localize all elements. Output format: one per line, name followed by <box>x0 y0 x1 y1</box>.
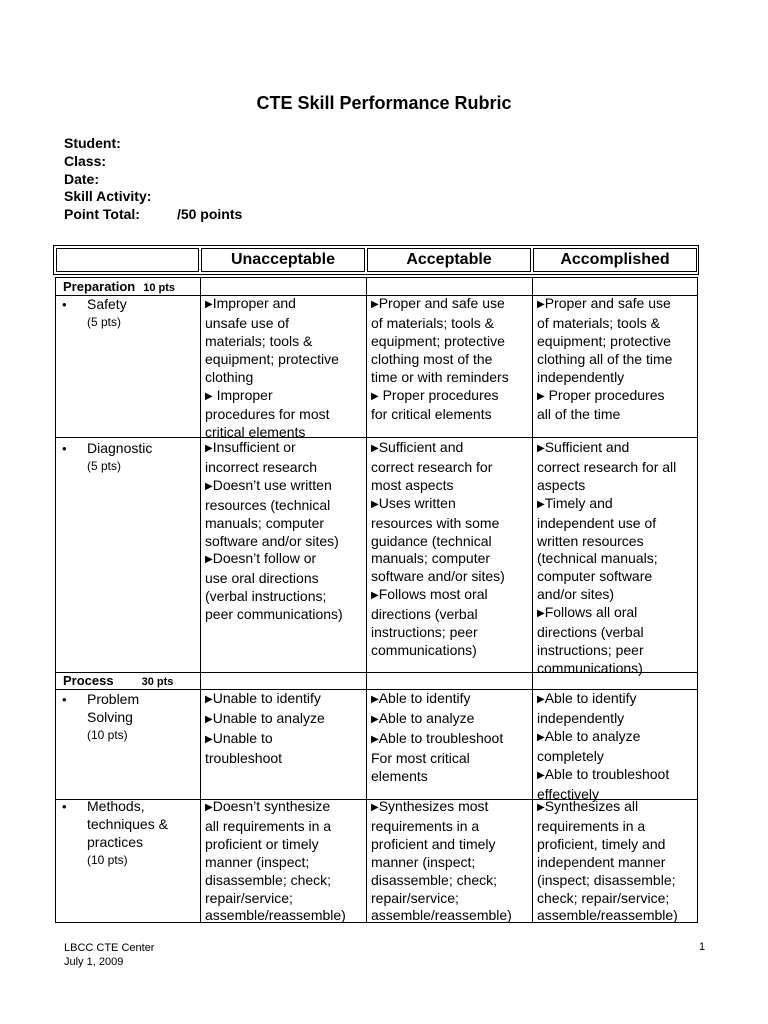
rubric-cell-text: communications) <box>371 641 477 658</box>
rubric-cell-line <box>205 854 362 872</box>
criterion-problem-solving <box>62 691 140 743</box>
rubric-cell-line <box>537 836 694 854</box>
rubric-cell-line <box>371 798 528 818</box>
row-divider <box>56 437 698 438</box>
rubric-cell-text: clothing most of the <box>371 350 493 367</box>
rubric-cell-text: manuals; computer <box>371 550 491 567</box>
arrow-bullet-icon: ▶ <box>371 802 379 813</box>
rubric-cell-text: resources with some <box>371 514 500 531</box>
criterion-name: techniques & <box>87 815 168 832</box>
rubric-cell-line <box>205 369 362 387</box>
arrow-bullet-icon: ▶ <box>205 443 213 454</box>
rubric-cell-line <box>205 459 362 477</box>
rubric-cell-line <box>371 477 528 495</box>
rubric-cell-text: equipment; protective <box>371 332 505 349</box>
arrow-bullet-icon: ▶ <box>371 498 379 510</box>
rubric-cell-text: Able to troubleshoot <box>544 765 670 782</box>
rubric-cell-line <box>205 907 362 925</box>
rubric-cell-line <box>537 333 694 351</box>
arrow-bullet-icon: ▶ <box>537 731 545 743</box>
rubric-cell-text: Timely and <box>544 494 613 511</box>
arrow-bullet-icon: ▶ <box>537 443 545 454</box>
rubric-cell-line <box>205 836 362 854</box>
rubric-cell-text: equipment; protective <box>205 350 339 367</box>
rubric-cell-text: of materials; tools & <box>371 314 494 331</box>
rubric-cell-diagnostic-acceptable <box>367 439 532 660</box>
rubric-cell-line <box>537 710 694 728</box>
rubric-cell-line <box>371 550 528 568</box>
rubric-cell-line <box>205 890 362 908</box>
rubric-cell-text: assemble/reassemble) <box>205 907 346 924</box>
rubric-cell-text: Able to analyze <box>378 709 475 726</box>
criterion-methods <box>62 798 168 868</box>
rubric-cell-line <box>537 818 694 836</box>
rubric-cell-line <box>537 550 694 568</box>
criterion-points: (5 pts) <box>87 458 122 473</box>
rubric-cell-line <box>205 515 362 533</box>
rubric-cell-line <box>537 854 694 872</box>
rubric-cell-line <box>205 798 362 818</box>
rubric-cell-text: elements <box>371 767 428 784</box>
rubric-cell-text: computer software <box>537 568 653 585</box>
rubric-cell-line <box>537 477 694 495</box>
section-label: Process <box>63 673 114 688</box>
rubric-cell-text: repair/service; <box>371 889 459 906</box>
rubric-cell-line <box>537 369 694 387</box>
page-number: 1 <box>699 941 706 953</box>
rubric-cell-text: Doesn’t follow or <box>212 550 317 567</box>
arrow-bullet-icon: ▶ <box>537 608 545 620</box>
rubric-cell-line <box>205 315 362 333</box>
rubric-cell-text: Doesn’t use written <box>212 476 332 493</box>
rubric-cell-text: directions (verbal <box>371 606 478 623</box>
rubric-cell-line <box>205 606 362 624</box>
criterion-name: practices <box>87 833 144 850</box>
rubric-cell-line <box>537 533 694 551</box>
rubric-cell-text: Improper <box>212 386 273 403</box>
rubric-cell-line <box>537 748 694 766</box>
rubric-cell-text: proficient, timely and <box>537 835 666 852</box>
rubric-cell-text: For most critical <box>371 749 470 766</box>
rubric-cell-text: Uses written <box>378 494 456 511</box>
rubric-cell-line <box>371 351 528 369</box>
rubric-cell-text: clothing <box>205 368 254 385</box>
rubric-cell-text: requirements in a <box>537 817 646 834</box>
rubric-cell-line <box>537 495 694 515</box>
rubric-cell-line <box>371 624 528 642</box>
header-acceptable: Acceptable <box>367 248 531 272</box>
rubric-cell-line <box>371 872 528 890</box>
criterion-points: (10 pts) <box>87 727 128 742</box>
rubric-cell-diagnostic-unacceptable <box>201 439 366 624</box>
arrow-bullet-icon: ▶ <box>371 733 379 745</box>
rubric-cell-line <box>371 818 528 836</box>
document-title: CTE Skill Performance Rubric <box>256 93 512 113</box>
rubric-cell-text: Unable to analyze <box>212 709 325 726</box>
rubric-cell-safety-unacceptable <box>201 295 366 442</box>
rubric-cell-line <box>537 515 694 533</box>
rubric-cell-text: peer communications) <box>205 606 343 623</box>
rubric-cell-text: troubleshoot <box>205 749 283 766</box>
rubric-cell-line <box>205 477 362 497</box>
rubric-cell-line <box>205 588 362 606</box>
rubric-cell-text: software and/or sites) <box>205 532 339 549</box>
rubric-cell-text: time or with reminders <box>371 368 509 385</box>
rubric-cell-line <box>537 890 694 908</box>
rubric-cell-line <box>371 642 528 660</box>
rubric-cell-line <box>371 890 528 908</box>
rubric-cell-line <box>537 642 694 660</box>
arrow-bullet-icon: ▶ <box>205 480 213 492</box>
rubric-cell-text: of materials; tools & <box>537 314 660 331</box>
rubric-cell-text: critical elements <box>205 424 306 441</box>
rubric-cell-problem-solving-acceptable <box>367 690 532 786</box>
rubric-cell-text: all of the time <box>537 406 621 423</box>
rubric-table <box>55 277 698 923</box>
class-label: Class: <box>64 152 107 169</box>
point-total-label: Point Total: <box>64 206 140 223</box>
arrow-bullet-icon: ▶ <box>371 390 379 402</box>
rubric-cell-text: completely <box>537 747 604 764</box>
rubric-cell-text: Proper and safe use <box>544 295 671 311</box>
rubric-cell-line <box>371 854 528 872</box>
arrow-bullet-icon: ▶ <box>205 390 213 402</box>
rubric-cell-text: Proper procedures <box>544 386 665 403</box>
rubric-cell-text: all requirements in a <box>205 817 332 834</box>
section-label: Preparation <box>63 279 136 294</box>
rubric-cell-text: correct research for <box>371 458 493 475</box>
rubric-cell-text: use oral directions <box>205 570 319 587</box>
rubric-cell-text: correct research for all <box>537 458 677 475</box>
rubric-cell-diagnostic-accomplished <box>533 439 698 678</box>
rubric-cell-line <box>537 604 694 624</box>
rubric-cell-text: repair/service; <box>205 889 293 906</box>
arrow-bullet-icon: ▶ <box>205 713 213 725</box>
rubric-cell-safety-accomplished <box>533 295 698 424</box>
arrow-bullet-icon: ▶ <box>371 443 379 454</box>
rubric-cell-line <box>371 369 528 387</box>
rubric-cell-line <box>371 690 528 710</box>
section-points: 30 pts <box>141 676 174 688</box>
rubric-cell-safety-acceptable <box>367 295 532 424</box>
rubric-cell-line <box>205 872 362 890</box>
rubric-cell-text: Insufficient or <box>212 439 296 455</box>
rubric-cell-line <box>205 439 362 459</box>
rubric-cell-text: requirements in a <box>371 817 480 834</box>
rubric-cell-text: Sufficient and <box>378 439 464 455</box>
rubric-cell-methods-accomplished <box>533 798 698 925</box>
rubric-cell-text: communications) <box>537 659 643 676</box>
arrow-bullet-icon: ▶ <box>537 769 545 781</box>
rubric-cell-line <box>371 315 528 333</box>
rubric-cell-line <box>205 690 362 710</box>
rubric-cell-text: independently <box>537 368 625 385</box>
rubric-cell-line <box>537 690 694 710</box>
rubric-cell-text: independent use of <box>537 514 657 531</box>
rubric-cell-line <box>371 333 528 351</box>
rubric-cell-line <box>371 439 528 459</box>
arrow-bullet-icon: ▶ <box>371 590 379 602</box>
rubric-cell-line <box>205 351 362 369</box>
rubric-cell-line <box>371 387 528 407</box>
rubric-cell-line <box>205 550 362 570</box>
rubric-cell-text: Able to identify <box>378 690 471 706</box>
rubric-cell-line <box>205 750 362 768</box>
rubric-cell-line <box>537 387 694 407</box>
bullet-icon: • <box>62 799 67 814</box>
rubric-cell-text: manuals; computer <box>205 514 325 531</box>
rubric-cell-text: (technical manuals; <box>537 550 658 567</box>
rubric-cell-text: proficient or timely <box>205 835 319 852</box>
arrow-bullet-icon: ▶ <box>371 694 379 705</box>
rubric-cell-line <box>371 730 528 750</box>
rubric-cell-text: and/or sites) <box>537 586 615 603</box>
rubric-cell-methods-acceptable <box>367 798 532 925</box>
rubric-cell-line <box>371 710 528 730</box>
rubric-cell-text: (inspect; disassemble; <box>537 871 676 888</box>
rubric-cell-line <box>371 907 528 925</box>
rubric-cell-line <box>205 497 362 515</box>
arrow-bullet-icon: ▶ <box>537 694 545 705</box>
rubric-cell-line <box>205 295 362 315</box>
rubric-cell-line <box>537 315 694 333</box>
rubric-cell-text: Unable to identify <box>212 690 321 706</box>
rubric-cell-line <box>205 406 362 424</box>
rubric-cell-text: guidance (technical <box>371 532 492 549</box>
rubric-cell-text: most aspects <box>371 476 454 493</box>
footer-date: July 1, 2009 <box>64 956 124 968</box>
rubric-cell-text: Able to troubleshoot <box>378 729 504 746</box>
rubric-cell-text: unsafe use of <box>205 314 290 331</box>
rubric-cell-line <box>537 766 694 786</box>
section-points: 10 pts <box>143 282 176 294</box>
arrow-bullet-icon: ▶ <box>205 299 213 310</box>
student-label: Student: <box>64 135 121 151</box>
rubric-cell-problem-solving-unacceptable <box>201 690 366 768</box>
rubric-cell-line <box>371 515 528 533</box>
criterion-safety <box>62 296 127 330</box>
criterion-points: (5 pts) <box>87 314 122 329</box>
rubric-cell-text: Able to identify <box>544 690 637 706</box>
rubric-cell-text: for critical elements <box>371 406 492 423</box>
rubric-cell-text: instructions; peer <box>371 624 478 641</box>
rubric-cell-line <box>371 295 528 315</box>
student-info-block <box>64 135 242 224</box>
skill-activity-label: Skill Activity: <box>64 188 152 205</box>
arrow-bullet-icon: ▶ <box>371 713 379 725</box>
rubric-cell-text: disassemble; check; <box>205 871 332 888</box>
rubric-cell-text: manner (inspect; <box>205 853 310 870</box>
header-blank-cell <box>56 248 199 272</box>
rubric-cell-line <box>371 836 528 854</box>
rubric-cell-text: software and/or sites) <box>371 568 505 585</box>
bullet-icon: • <box>62 692 67 707</box>
rubric-cell-text: resources (technical <box>205 496 331 513</box>
rubric-cell-text: check; repair/service; <box>537 889 670 906</box>
rubric-cell-text: clothing all of the time <box>537 350 673 367</box>
footer-info <box>64 941 154 969</box>
rubric-cell-text: Doesn’t synthesize <box>212 798 331 814</box>
arrow-bullet-icon: ▶ <box>537 299 545 310</box>
rubric-cell-text: independent manner <box>537 853 666 870</box>
rubric-cell-line <box>537 728 694 748</box>
rubric-cell-text: written resources <box>537 532 644 549</box>
criterion-name: Problem <box>87 691 140 707</box>
rubric-cell-text: assemble/reassemble) <box>371 907 512 924</box>
rubric-cell-line <box>537 586 694 604</box>
rubric-cell-line <box>205 710 362 730</box>
criterion-name: Methods, <box>87 798 145 814</box>
rubric-cell-text: procedures for most <box>205 406 330 423</box>
rubric-cell-text: directions (verbal <box>537 624 644 641</box>
rubric-cell-text: Able to analyze <box>544 727 641 744</box>
rubric-cell-line <box>537 907 694 925</box>
rubric-cell-line <box>537 568 694 586</box>
rubric-cell-line <box>371 568 528 586</box>
rubric-cell-line <box>537 295 694 315</box>
arrow-bullet-icon: ▶ <box>205 554 213 566</box>
rubric-cell-methods-unacceptable <box>201 798 366 925</box>
rubric-cell-line <box>371 750 528 768</box>
rubric-header-row <box>53 245 699 275</box>
rubric-cell-text: disassemble; check; <box>371 871 498 888</box>
rubric-cell-line <box>371 406 528 424</box>
rubric-cell-line <box>205 333 362 351</box>
arrow-bullet-icon: ▶ <box>205 733 213 745</box>
rubric-cell-text: independently <box>537 709 625 726</box>
rubric-cell-text: Follows most oral <box>378 586 488 603</box>
rubric-cell-text: Unable to <box>212 729 273 746</box>
rubric-cell-line <box>537 459 694 477</box>
arrow-bullet-icon: ▶ <box>371 299 379 310</box>
criterion-name: Safety <box>87 296 127 312</box>
rubric-cell-text: Sufficient and <box>544 439 630 455</box>
section-preparation <box>63 279 175 294</box>
rubric-cell-text: assemble/reassemble) <box>537 907 678 924</box>
criterion-name: Diagnostic <box>87 440 153 456</box>
rubric-cell-line <box>371 606 528 624</box>
rubric-cell-text: Synthesizes all <box>544 798 639 814</box>
criterion-diagnostic <box>62 440 153 474</box>
rubric-cell-line <box>205 533 362 551</box>
rubric-cell-line <box>371 533 528 551</box>
arrow-bullet-icon: ▶ <box>537 498 545 510</box>
arrow-bullet-icon: ▶ <box>537 802 545 813</box>
rubric-cell-text: proficient and timely <box>371 835 496 852</box>
rubric-cell-text: (verbal instructions; <box>205 588 327 605</box>
rubric-cell-line <box>537 798 694 818</box>
rubric-cell-line <box>537 872 694 890</box>
rubric-cell-text: Proper procedures <box>378 386 499 403</box>
criterion-points: (10 pts) <box>87 852 128 867</box>
rubric-cell-text: aspects <box>537 476 586 493</box>
header-accomplished: Accomplished <box>533 248 697 272</box>
arrow-bullet-icon: ▶ <box>205 802 213 813</box>
rubric-cell-line <box>205 818 362 836</box>
date-label: Date: <box>64 170 100 187</box>
rubric-cell-line <box>371 586 528 606</box>
footer-organization: LBCC CTE Center <box>64 942 155 954</box>
criterion-name: Solving <box>87 708 133 725</box>
rubric-cell-text: incorrect research <box>205 458 318 475</box>
rubric-cell-line <box>371 459 528 477</box>
rubric-cell-line <box>537 624 694 642</box>
rubric-cell-line <box>371 495 528 515</box>
bullet-icon: • <box>62 297 67 312</box>
rubric-cell-line <box>537 351 694 369</box>
rubric-cell-text: instructions; peer <box>537 641 644 658</box>
rubric-cell-text: Synthesizes most <box>378 798 489 814</box>
rubric-cell-line <box>205 387 362 407</box>
rubric-cell-line <box>205 570 362 588</box>
arrow-bullet-icon: ▶ <box>205 694 213 705</box>
point-total-value: /50 points <box>176 206 243 223</box>
rubric-cell-line <box>537 660 694 678</box>
rubric-cell-text: equipment; protective <box>537 332 671 349</box>
rubric-cell-line <box>205 730 362 750</box>
rubric-cell-line <box>537 439 694 459</box>
header-unacceptable: Unacceptable <box>201 248 365 272</box>
arrow-bullet-icon: ▶ <box>537 390 545 402</box>
rubric-cell-problem-solving-accomplished <box>533 690 698 803</box>
rubric-cell-text: Follows all oral <box>544 604 638 621</box>
bullet-icon: • <box>62 441 67 456</box>
rubric-cell-text: effectively <box>537 785 599 802</box>
rubric-cell-text: manner (inspect; <box>371 853 476 870</box>
rubric-cell-text: Proper and safe use <box>378 295 505 311</box>
rubric-cell-text: materials; tools & <box>205 332 313 349</box>
rubric-cell-line <box>537 406 694 424</box>
rubric-cell-line <box>371 768 528 786</box>
section-process <box>63 673 173 688</box>
rubric-cell-text: Improper and <box>212 295 296 311</box>
